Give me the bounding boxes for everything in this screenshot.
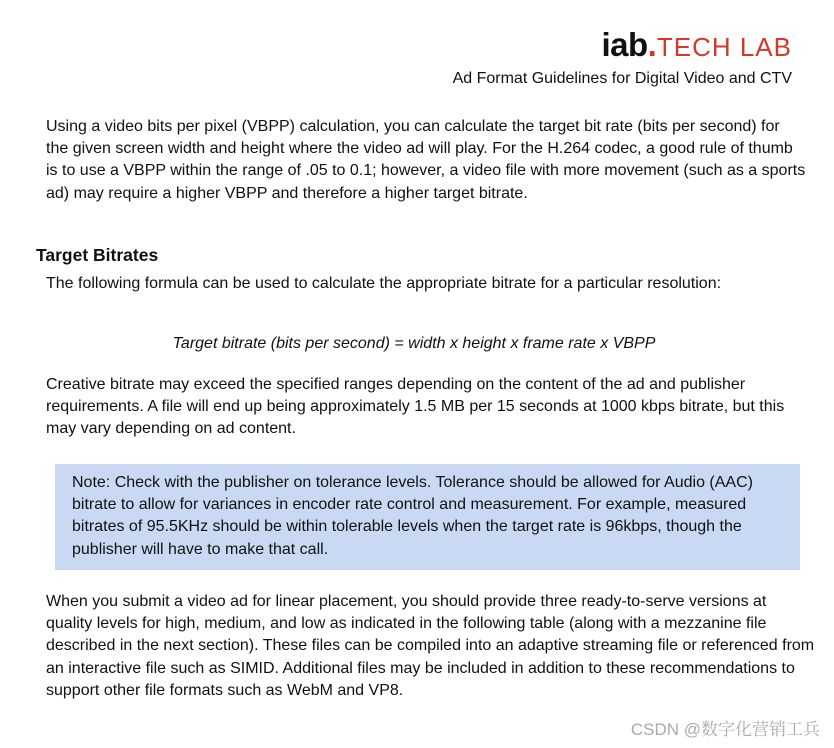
logo-iab-text: iab — [601, 26, 648, 63]
section-heading: Target Bitrates — [36, 245, 159, 265]
csdn-watermark: CSDN @数字化营销工兵 — [630, 720, 820, 739]
logo-tech-lab-text: TECH LAB — [656, 32, 792, 62]
bitrate-formula: Target bitrate (bits per second) = width x height x frame rate x VBPP — [172, 335, 656, 352]
note-callout — [55, 464, 800, 570]
submission-paragraph: When you submit a video ad for linear placement, you should provide three ready-to-serve versions at quality levels for high, medium, and low as indicated in the following table (along with a mezzanine file described in the next section). These files can be compiled into an adaptive streaming file or referenced from an interactive file such as SIMID. Additional files may be included in addition to these recommendations to support other file formats such as WebM and VP8. — [46, 593, 815, 699]
intro-paragraph: Using a video bits per pixel (VBPP) calculation, you can calculate the target bit rate (bits per second) for the given screen width and height where the video ad will play. For the H.264 codec, a good rule of thumb is to use a VBPP within the range of .05 to 0.1; however, a video file with more movement (such as a sports ad) may require a higher VBPP and therefore a higher target bitrate. — [46, 118, 806, 202]
note-text: Note: Check with the publisher on tolerance levels. Tolerance should be allowed for Audio (AAC) bitrate to allow for variances in encoder rate control and measurement. For example, measured bitrates of 95.5KHz should be within tolerable levels when the target rate is 96kbps, though the publisher will have to make that call. — [72, 474, 753, 558]
creative-bitrate-paragraph: Creative bitrate may exceed the specified ranges depending on the content of the ad and publisher requirements. A file will end up being approximately 1.5 MB per 15 seconds at 1000 kbps bitrate, but this may vary depending on ad content. — [46, 376, 785, 438]
formula-intro-paragraph: The following formula can be used to calculate the appropriate bitrate for a particular resolution: — [46, 275, 722, 292]
logo-dot: . — [647, 26, 657, 63]
document-subtitle: Ad Format Guidelines for Digital Video and CTV — [452, 70, 792, 87]
iab-tech-lab-logo — [601, 26, 792, 66]
